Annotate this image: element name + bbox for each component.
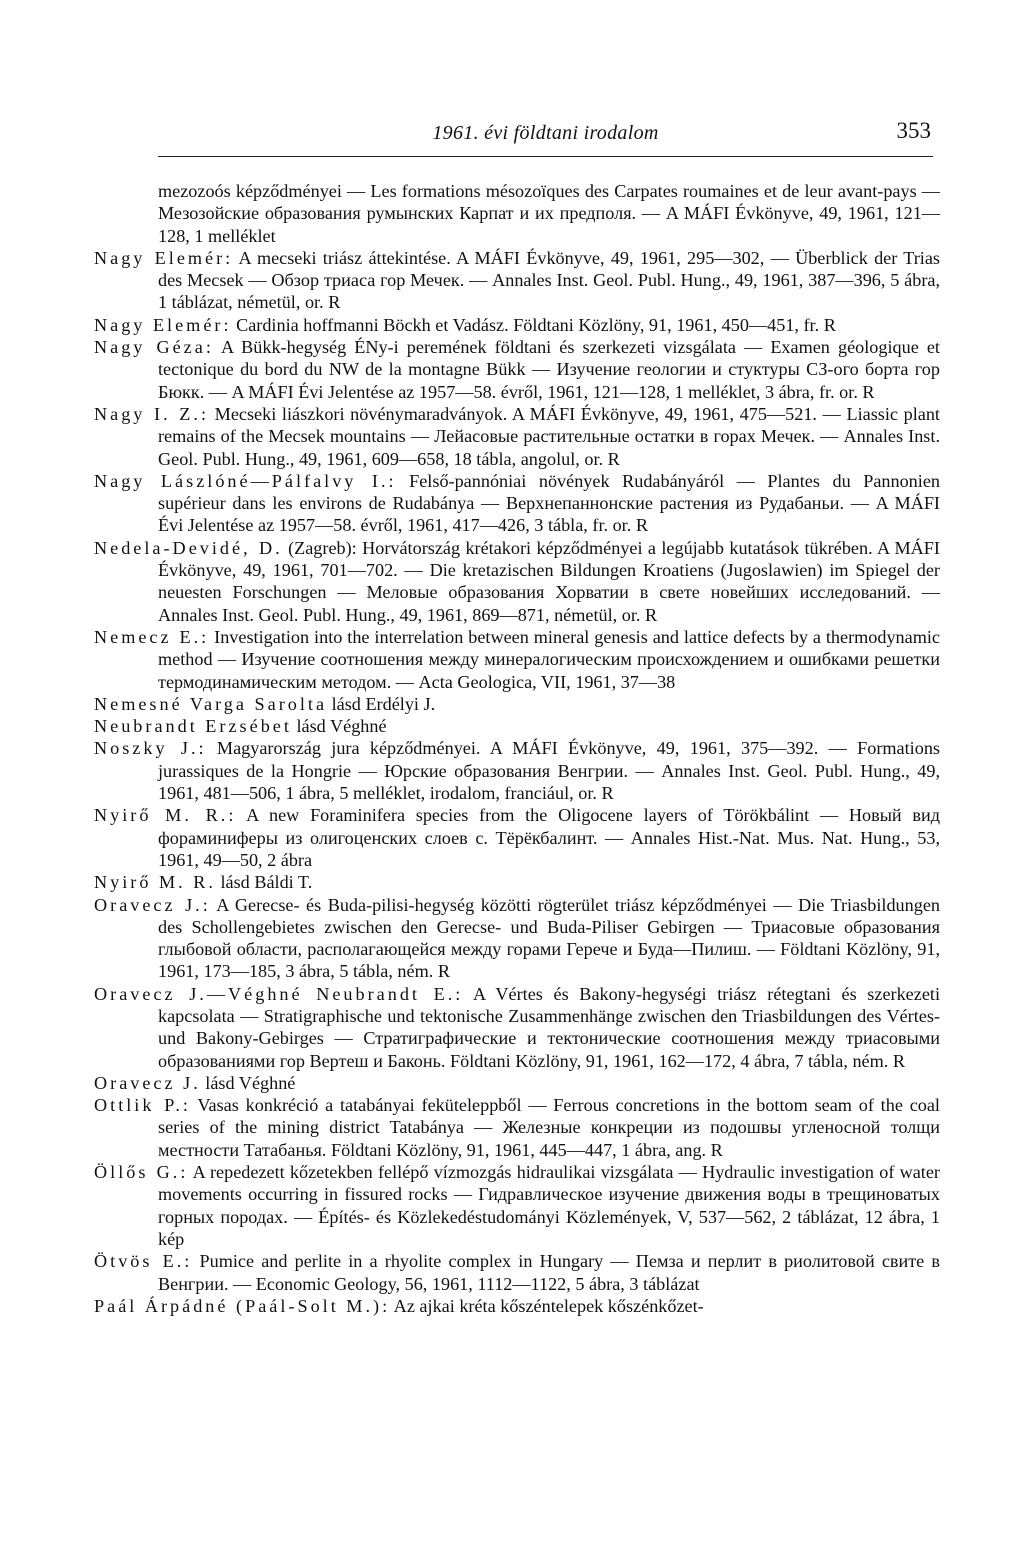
bibliography-entry bbox=[94, 737, 940, 804]
entry-text: mezozoós képződményei — Les formations mésozoïques des Carpates roumaines et de leur avant-pays — Мезозойские образования румынских Карпат и их предполя. — A MÁFI Évkönyve, 49, 1961, 121—128, 1 melléklet bbox=[158, 181, 940, 246]
bibliography-entry bbox=[94, 871, 940, 893]
entry-text: (Zagreb): Horvátország krétakori képződményei a legújabb kutatások tükrében. A MÁFI Évkönyve, 49, 1961, 701—702. — Die kretazischen Bildungen Kroatiens (Jugoslawien) im Spiegel der neuesten Forschungen — Меловые образования Хорватии в свете новейших исследований. — Annales Inst. Geol. Publ. Hung., 49, 1961, 869—871, németül, or. R bbox=[158, 537, 940, 625]
entry-text: Az ajkai kréta kőszéntelepek kőszénkőzet- bbox=[390, 1295, 704, 1316]
entry-text: A mecseki triász áttekintése. A MÁFI Évkönyve, 49, 1961, 295—302, — Überblick der Trias des Mecsek — Обзор триаса гор Мечек. — Annales Inst. Geol. Publ. Hung., 49, 1961, 387—396, 5 ábra, 1 táblázat, németül, or. R bbox=[158, 247, 940, 313]
entry-author: Nemesné Varga Sarolta bbox=[94, 693, 328, 714]
bibliography-entry bbox=[94, 1295, 940, 1317]
bibliography-entry bbox=[94, 1094, 940, 1161]
entry-text: Cardinia hoffmanni Böckh et Vadász. Földtani Közlöny, 91, 1961, 450—451, fr. R bbox=[231, 314, 836, 335]
entry-text: Vasas konkréció a tatabányai feküteleppből — Ferrous concretions in the bottom seam of the coal series of the mining district Tatabánya — Железные конкреции из подошвы угленосной толщи местности Татабанья. Földtani Közlöny, 91, 1961, 445—447, 1 ábra, ang. R bbox=[158, 1095, 940, 1160]
entry-author: Neubrandt Erzsébet bbox=[94, 716, 292, 737]
running-title: 1961. évi földtani irodalom bbox=[432, 122, 659, 144]
bibliography-entry bbox=[94, 804, 940, 871]
bibliography-entry bbox=[94, 314, 940, 336]
bibliography-entry bbox=[94, 537, 940, 626]
entry-author: Paál Árpádné (Paál-Solt M.): bbox=[94, 1295, 391, 1316]
page-number: 353 bbox=[896, 118, 931, 143]
bibliography-entry bbox=[94, 247, 940, 314]
entry-author: Ötvös E.: bbox=[94, 1251, 193, 1272]
entry-text: Pumice and perlite in a rhyolite complex in Hungary — Пемза и перлит в риолитовой свите в Венгрии. — Economic Geology, 56, 1961, 1112—1122, 5 ábra, 3 táblázat bbox=[158, 1251, 940, 1294]
entry-author: Nagy I. Z.: bbox=[94, 403, 209, 424]
entry-text: A repedezett kőzetekben fellépő vízmozgás hidraulikai vizsgálata — Hydraulic investigation of water movements occurring in fissured rocks — Гидравлическое изучение движения воды в трещиноватых горных породах. — Építés- és Közlekedéstudományi Közlemények, V, 537—562, 2 táblázat, 12 ábra, 1 kép bbox=[158, 1162, 940, 1249]
bibliography-entry bbox=[94, 336, 940, 403]
entry-text: A Bükk-hegység ÉNy-i peremének földtani és szerkezeti vizsgálata — Examen géologique et tectonique du bord du NW de la montagne Bükk — Изучение геологии и стуктуры СЗ-ого борта гор Бюкк. — A MÁFI Évi Jelentése az 1957—58. évről, 1961, 121—128, 1 melléklet, 3 ábra, fr. or. R bbox=[158, 337, 940, 402]
entry-text: Magyarország jura képződményei. A MÁFI Évkönyve, 49, 1961, 375—392. — Formations jurassiques de la Hongrie — Юрские образования Венгрии. — Annales Inst. Geol. Publ. Hung., 49, 1961, 481—506, 1 ábra, 5 melléklet, irodalom, franciául, or. R bbox=[158, 738, 940, 804]
entry-author: Nagy Elemér: bbox=[94, 314, 232, 335]
bibliography-entry bbox=[94, 470, 940, 537]
entry-author: Öllős G.: bbox=[94, 1162, 189, 1183]
entry-author: Oravecz J. bbox=[94, 1072, 201, 1093]
entry-author: Oravecz J.: bbox=[94, 894, 211, 915]
entry-text: lásd Báldi T. bbox=[215, 872, 313, 893]
entry-author: Noszky J.: bbox=[94, 738, 207, 759]
entry-author: Nyirő M. R.: bbox=[94, 805, 237, 826]
entry-text: Felső-pannóniai növények Rudabányáról — Plantes du Pannonien supérieur dans les environs de Rudabánya — Верхнепаннонские растения из Рудабаньи. — A MÁFI Évi Jelentése az 1957—58. évről, 1961, 417—426, 3 tábla, fr. or. R bbox=[158, 470, 940, 536]
entry-text: Mecseki liászkori növénymaradványok. A MÁFI Évkönyve, 49, 1961, 475—521. — Liassic plant remains of the Mecsek mountains — Лейасовые растительные остатки в горах Мечек. — Annales Inst. Geol. Publ. Hung., 49, 1961, 609—658, 18 tábla, angolul, or. R bbox=[158, 403, 940, 469]
entry-author: Ottlik P.: bbox=[94, 1095, 191, 1116]
bibliography-entry bbox=[94, 894, 940, 983]
entry-author: Nyirő M. R. bbox=[94, 872, 216, 893]
entry-text: Investigation into the interrelation between mineral genesis and lattice defects by a thermodynamic method — Изучение соотношения между минералогическим происхождением и ошибками решетки термодинамическим методом. — Acta Geologica, VII, 1961, 37—38 bbox=[158, 626, 941, 692]
entry-text: lásd Véghné bbox=[291, 716, 387, 737]
entry-text: A new Foraminifera species from the Oligocene layers of Törökbálint — Новый вид фораминиферы из олигоценских слоев с. Тёрёкбалинт. — Annales Hist.-Nat. Mus. Nat. Hung., 53, 1961, 49—50, 2 ábra bbox=[158, 805, 940, 870]
bibliography-entry bbox=[94, 1072, 940, 1094]
bibliography-list bbox=[94, 180, 941, 1317]
bibliography-entry bbox=[94, 626, 940, 693]
entry-author: Nagy Elemér: bbox=[94, 247, 234, 268]
bibliography-entry bbox=[94, 403, 940, 470]
entry-author: Nemecz E.: bbox=[94, 626, 210, 647]
bibliography-entry bbox=[158, 180, 940, 247]
entry-text: A Gerecse- és Buda-pilisi-hegység közötti rögterület triász képződményei — Die Triasbildungen des Schollengebietes zwischen den Gerecse- und Buda-Piliser Gebirgen — Триасовые образования глыбовой области, располагающейся между горами Герече и Буда—Пилиш. — Földtani Közlöny, 91, 1961, 173—185, 3 ábra, 5 tábla, ném. R bbox=[158, 894, 940, 982]
bibliography-entry bbox=[94, 715, 940, 737]
bibliography-entry bbox=[94, 983, 940, 1072]
bibliography-entry bbox=[94, 1250, 940, 1295]
entry-text: lásd Erdélyi J. bbox=[327, 693, 436, 714]
bibliography-entry bbox=[94, 1161, 940, 1250]
entry-author: Nagy Lászlóné—Pálfalvy I.: bbox=[94, 470, 397, 491]
entry-author: Nedela-Devidé, D. bbox=[94, 537, 283, 558]
entry-author: Oravecz J.—Véghné Neubrandt E.: bbox=[94, 983, 464, 1004]
entry-text: lásd Véghné bbox=[200, 1072, 296, 1093]
bibliography-entry bbox=[94, 693, 940, 715]
entry-text: A Vértes és Bakony-hegységi triász rétegtani és szerkezeti kapcsolata — Stratigraphische und tektonische Zusammenhänge zwischen den Triasbildungen des Vértes- und Bakony-Gebirges — Стратиграфические и тектонические соотношения между триасовыми образованиями гор Вертеш и Баконь. Földtani Közlöny, 91, 1961, 162—172, 4 ábra, 7 tábla, ném. R bbox=[158, 983, 940, 1071]
entry-author: Nagy Géza: bbox=[94, 337, 214, 358]
page-header bbox=[158, 118, 933, 157]
